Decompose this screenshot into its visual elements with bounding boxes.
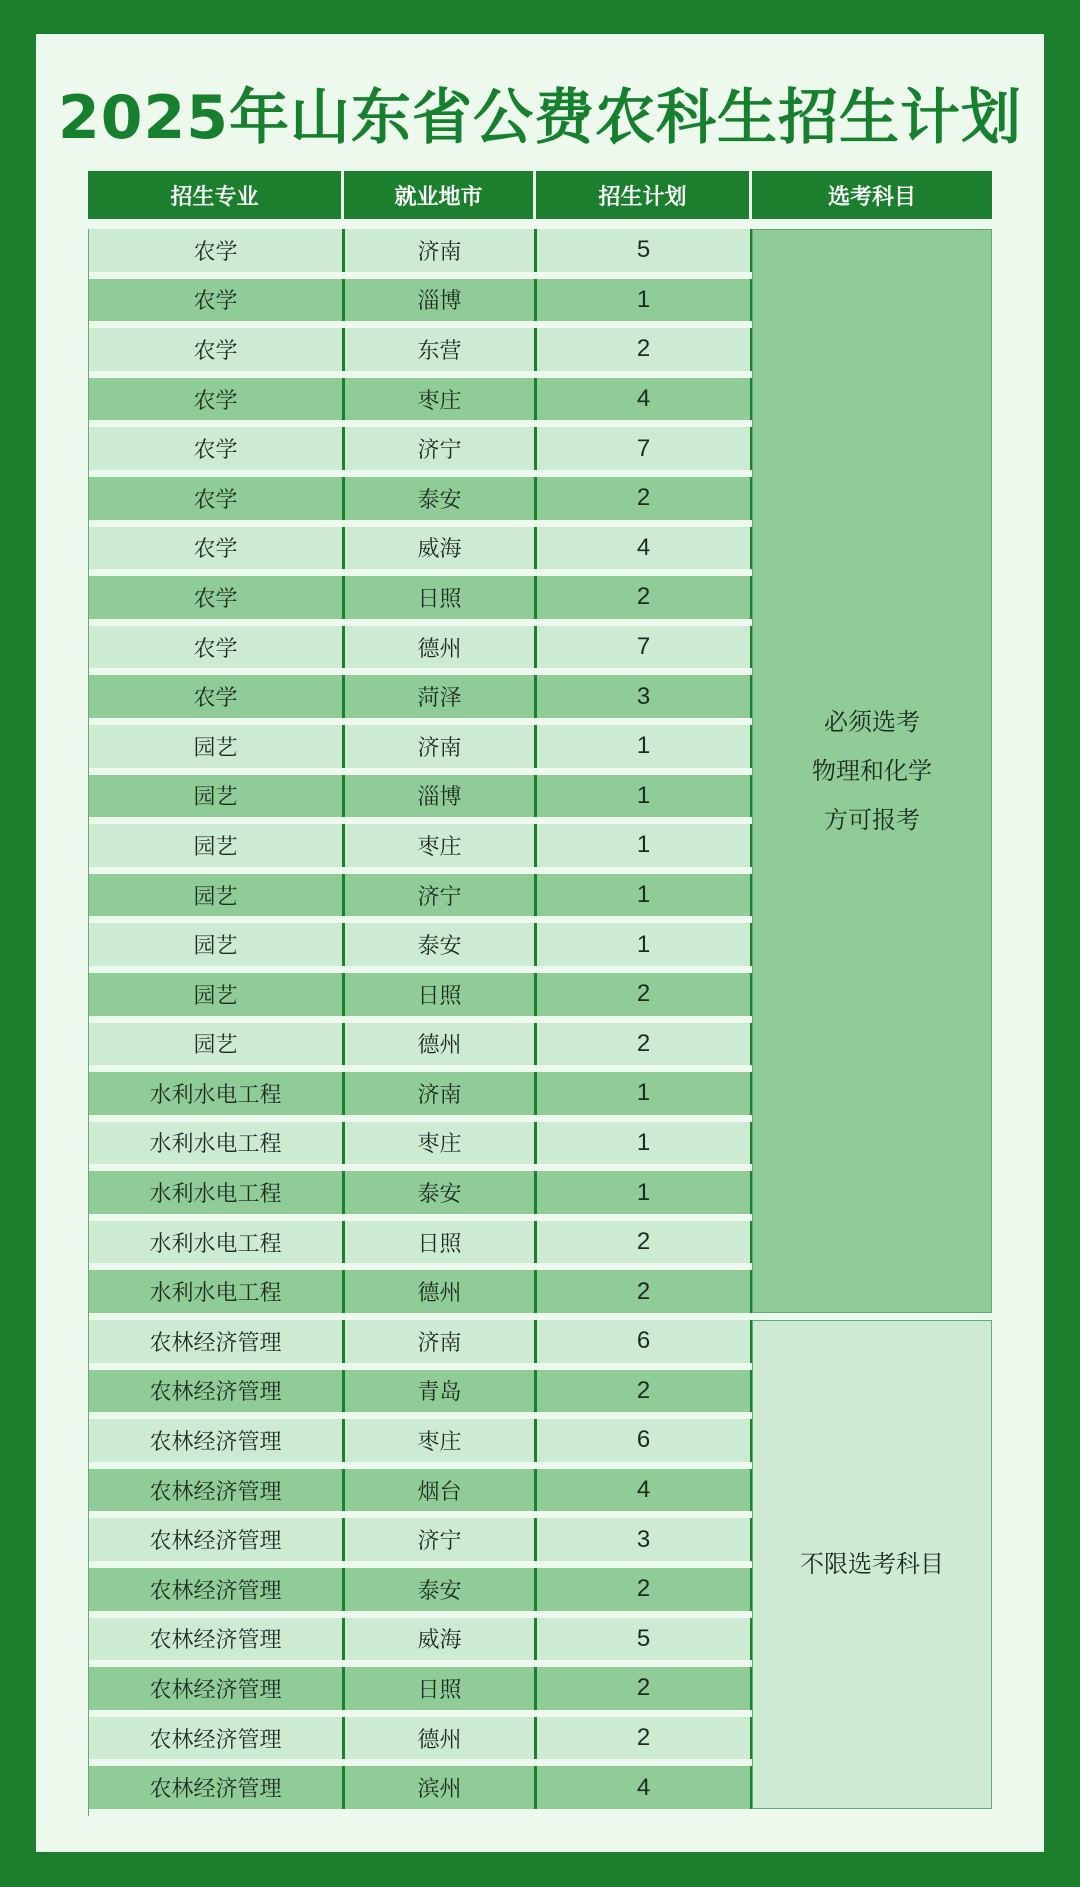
city-cell: 泰安 <box>345 1568 537 1611</box>
city-cell: 威海 <box>345 1618 537 1661</box>
table-row <box>89 1766 753 1816</box>
table-row <box>89 1370 753 1420</box>
plan-cell: 2 <box>537 576 753 619</box>
major-cell: 农学 <box>89 477 345 520</box>
city-cell: 泰安 <box>345 1171 537 1214</box>
major-cell: 农林经济管理 <box>89 1667 345 1710</box>
major-cell: 农林经济管理 <box>89 1717 345 1760</box>
table-row <box>89 824 753 874</box>
major-cell: 园艺 <box>89 824 345 867</box>
city-cell: 济南 <box>345 725 537 768</box>
city-cell: 泰安 <box>345 477 537 520</box>
table-row <box>89 1270 753 1320</box>
table-row <box>89 328 753 378</box>
city-cell: 东营 <box>345 328 537 371</box>
table-row <box>89 477 753 527</box>
table-row <box>89 1717 753 1767</box>
major-cell: 农林经济管理 <box>89 1518 345 1561</box>
city-cell: 德州 <box>345 1270 537 1313</box>
major-cell: 农学 <box>89 328 345 371</box>
major-cell: 农学 <box>89 527 345 570</box>
city-cell: 枣庄 <box>345 1419 537 1462</box>
table-row <box>89 1618 753 1668</box>
plan-cell: 3 <box>537 675 753 718</box>
requirement-line: 不限选考科目 <box>800 1550 944 1578</box>
plan-cell: 2 <box>537 1717 753 1760</box>
table-row <box>89 576 753 626</box>
major-cell: 园艺 <box>89 725 345 768</box>
plan-cell: 2 <box>537 477 753 520</box>
table-row <box>89 775 753 825</box>
plan-cell: 5 <box>537 229 753 272</box>
major-cell: 农林经济管理 <box>89 1568 345 1611</box>
plan-cell: 2 <box>537 1667 753 1710</box>
major-cell: 园艺 <box>89 923 345 966</box>
table-row <box>89 1419 753 1469</box>
requirement-line: 必须选考 <box>824 707 920 736</box>
plan-cell: 2 <box>537 1568 753 1611</box>
table-row <box>89 1667 753 1717</box>
plan-cell: 2 <box>537 328 753 371</box>
plan-cell: 1 <box>537 279 753 322</box>
major-cell: 农学 <box>89 378 345 421</box>
plan-cell: 6 <box>537 1419 753 1462</box>
major-cell: 水利水电工程 <box>89 1270 345 1313</box>
table-row <box>89 1320 753 1370</box>
major-cell: 水利水电工程 <box>89 1072 345 1115</box>
table-row <box>89 923 753 973</box>
plan-cell: 4 <box>537 1766 753 1809</box>
city-cell: 济宁 <box>345 1518 537 1561</box>
plan-cell: 4 <box>537 378 753 421</box>
table-row <box>89 675 753 725</box>
major-cell: 农学 <box>89 229 345 272</box>
city-cell: 烟台 <box>345 1469 537 1512</box>
table-row <box>89 527 753 577</box>
city-cell: 日照 <box>345 576 537 619</box>
table-row <box>89 1568 753 1618</box>
city-cell: 菏泽 <box>345 675 537 718</box>
city-cell: 淄博 <box>345 775 537 818</box>
city-cell: 济宁 <box>345 874 537 917</box>
plan-cell: 3 <box>537 1518 753 1561</box>
group1-requirement <box>752 229 992 1313</box>
city-cell: 滨州 <box>345 1766 537 1809</box>
city-cell: 德州 <box>345 626 537 669</box>
major-cell: 农学 <box>89 427 345 470</box>
group2-requirement <box>752 1320 992 1809</box>
city-cell: 淄博 <box>345 279 537 322</box>
table-row <box>89 1518 753 1568</box>
city-cell: 济南 <box>345 229 537 272</box>
major-cell: 园艺 <box>89 775 345 818</box>
plan-cell: 4 <box>537 1469 753 1512</box>
city-cell: 德州 <box>345 1717 537 1760</box>
major-cell: 农学 <box>89 675 345 718</box>
plan-cell: 2 <box>537 1270 753 1313</box>
table-row <box>89 874 753 924</box>
city-cell: 济南 <box>345 1320 537 1363</box>
table-row <box>89 725 753 775</box>
major-cell: 园艺 <box>89 973 345 1016</box>
table-row <box>89 1072 753 1122</box>
plan-cell: 1 <box>537 725 753 768</box>
plan-cell: 6 <box>537 1320 753 1363</box>
header-major: 招生专业 <box>88 171 344 219</box>
requirement-line: 方可报考 <box>824 805 920 834</box>
table-row <box>89 1469 753 1519</box>
major-cell: 农林经济管理 <box>89 1469 345 1512</box>
major-cell: 农学 <box>89 279 345 322</box>
header-subjects: 选考科目 <box>752 171 992 219</box>
plan-cell: 2 <box>537 973 753 1016</box>
plan-cell: 5 <box>537 1618 753 1661</box>
city-cell: 日照 <box>345 1667 537 1710</box>
table-row <box>89 378 753 428</box>
city-cell: 德州 <box>345 1023 537 1066</box>
city-cell: 青岛 <box>345 1370 537 1413</box>
plan-cell: 7 <box>537 427 753 470</box>
major-cell: 农学 <box>89 576 345 619</box>
group2-rows <box>88 1320 753 1816</box>
city-cell: 日照 <box>345 973 537 1016</box>
plan-cell: 1 <box>537 874 753 917</box>
major-cell: 园艺 <box>89 1023 345 1066</box>
plan-cell: 7 <box>537 626 753 669</box>
plan-cell: 1 <box>537 923 753 966</box>
plan-cell: 2 <box>537 1370 753 1413</box>
table-row <box>89 973 753 1023</box>
major-cell: 园艺 <box>89 874 345 917</box>
major-cell: 水利水电工程 <box>89 1122 345 1165</box>
major-cell: 农林经济管理 <box>89 1370 345 1413</box>
plan-cell: 2 <box>537 1023 753 1066</box>
major-cell: 农林经济管理 <box>89 1320 345 1363</box>
table-row <box>89 1171 753 1221</box>
group1-rows <box>88 229 753 1320</box>
plan-cell: 1 <box>537 1072 753 1115</box>
city-cell: 日照 <box>345 1221 537 1264</box>
table-row <box>89 1122 753 1172</box>
plan-cell: 1 <box>537 1171 753 1214</box>
header-city: 就业地市 <box>344 171 536 219</box>
requirement-line: 物理和化学 <box>812 756 932 785</box>
major-cell: 水利水电工程 <box>89 1221 345 1264</box>
city-cell: 泰安 <box>345 923 537 966</box>
city-cell: 枣庄 <box>345 378 537 421</box>
city-cell: 济宁 <box>345 427 537 470</box>
city-cell: 枣庄 <box>345 824 537 867</box>
page-title: 2025年山东省公费农科生招生计划 <box>58 83 1022 153</box>
table-row <box>89 1023 753 1073</box>
table-row <box>89 626 753 676</box>
plan-cell: 1 <box>537 824 753 867</box>
city-cell: 枣庄 <box>345 1122 537 1165</box>
major-cell: 农林经济管理 <box>89 1419 345 1462</box>
table-row <box>89 279 753 329</box>
header-plan: 招生计划 <box>536 171 752 219</box>
plan-cell: 1 <box>537 1122 753 1165</box>
city-cell: 威海 <box>345 527 537 570</box>
table-row <box>89 229 753 279</box>
major-cell: 农林经济管理 <box>89 1766 345 1809</box>
major-cell: 水利水电工程 <box>89 1171 345 1214</box>
plan-cell: 4 <box>537 527 753 570</box>
plan-cell: 1 <box>537 775 753 818</box>
table-header <box>88 171 992 219</box>
table-row <box>89 427 753 477</box>
city-cell: 济南 <box>345 1072 537 1115</box>
table-row <box>89 1221 753 1271</box>
plan-cell: 2 <box>537 1221 753 1264</box>
major-cell: 农林经济管理 <box>89 1618 345 1661</box>
major-cell: 农学 <box>89 626 345 669</box>
